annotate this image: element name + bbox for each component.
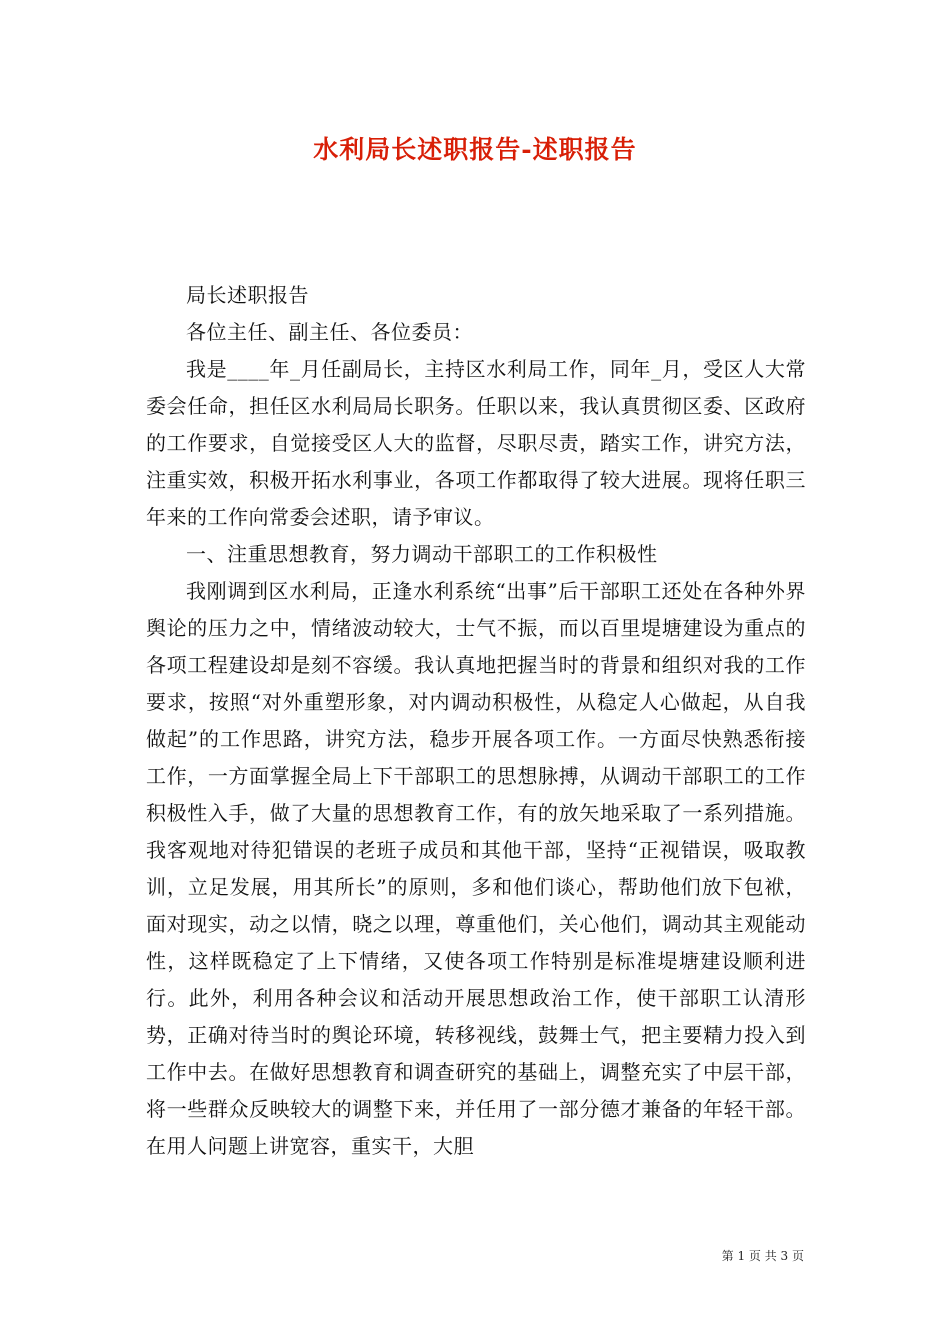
body-paragraph: 我刚调到区水利局，正逢水利系统“出事”后干部职工还处在各种外界舆论的压力之中，情绪波动较大，士气不振，而以百里堤塘建设为重点的各项工程建设却是刻不容缓。我认真地把握当时的背景和组织对我的工作要求，按照“对外重塑形象，对内调动积极性，从稳定人心做起，从自我做起”的工作思路，讲究方法，稳步开展各项工作。一方面尽快熟悉衔接工作，一方面掌握全局上下干部职工的思想脉搏，从调动干部职工的工作积极性入手，做了大量的思想教育工作，有的放矢地采取了一系列措施。我客观地对待犯错误的老班子成员和其他干部，坚持“正视错误，吸取教训，立足发展，用其所长”的原则，多和他们谈心，帮助他们放下包袱，面对现实，动之以情，晓之以理，尊重他们，关心他们，调动其主观能动性，这样既稳定了上下情绪，又使各项工作特别是标准堤塘建设顺利进行。此外，利用各种会议和活动开展思想政治工作，使干部职工认清形势，正确对待当时的舆论环境，转移视线，鼓舞士气，把主要精力投入到工作中去。在做好思想教育和调查研究的基础上，调整充实了中层干部，将一些群众反映较大的调整下来，并任用了一部分德才兼备的年轻干部。在用人问题上讲宽容，重实干，大胆 bbox=[146, 579, 806, 1158]
section-heading: 一、注重思想教育，努力调动干部职工的工作积极性 bbox=[186, 542, 658, 566]
document-body bbox=[146, 277, 806, 1165]
intro-paragraph: 我是____年_月任副局长，主持区水利局工作，同年_月，受区人大常委会任命，担任区水利局局长职务。任职以来，我认真贯彻区委、区政府的工作要求，自觉接受区人大的监督，尽职尽责，踏实工作，讲究方法，注重实效，积极开拓水利事业，各项工作都取得了较大进展。现将任职三年来的工作向常委会述职，请予审议。 bbox=[146, 357, 806, 529]
report-heading: 局长述职报告 bbox=[186, 283, 309, 307]
page-number: 第 1 页 共 3 页 bbox=[721, 1249, 804, 1263]
document-title: 水利局长述职报告-述职报告 bbox=[313, 135, 637, 164]
salutation: 各位主任、副主任、各位委员： bbox=[186, 320, 473, 344]
